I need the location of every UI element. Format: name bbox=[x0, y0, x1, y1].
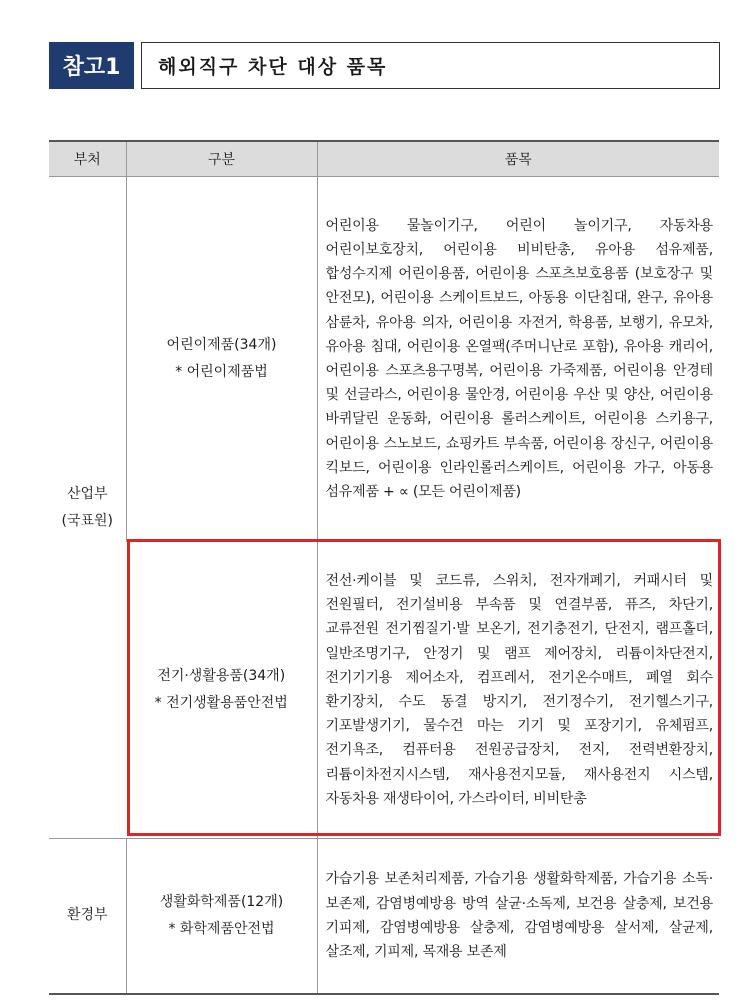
reference-badge: 참고1 bbox=[49, 42, 134, 89]
items-cell: 어린이용 물놀이기구, 어린이 놀이기구, 자동차용 어린이보호장치, 어린이용 비비탄총, 유아용 섬유제품, 합성수지제 어린이용품, 어린이용 스포츠보호용품 (보호장구 및 안전모), 어린이용 스케이트보드, 아동용 이단침대, 완구, 유아용 삼륜차, 유아용 의자, 어린이용 자전거, 학용품, 보행기, 유모차, 유아용 침대, 어린이용 온열팩(주머니난로 포함), 유아용 캐리어, 어린이용 스포츠용구명복, 어린이용 가죽제품, 어린이용 안경테 및 선글라스, 어린이용 물안경, 어린이용 우산 및 양산, 어린이용 바퀴달린 운동화, 어린이용 롤러스케이트, 어린이용 스키용구, 어린이용 스노보드, 쇼핑카트 부속품, 어린이용 장신구, 어린이용 킥보드, 어린이용 인라인롤러스케이트, 어린이용 가구, 아동용 섬유제품 + ∝ (모든 어린이제품) bbox=[317, 177, 719, 542]
blocked-items-table bbox=[49, 140, 719, 995]
category-law: * 어린이제품법 bbox=[175, 364, 268, 380]
category-cell bbox=[126, 177, 317, 542]
table-header-row bbox=[49, 141, 719, 177]
ministry-cell bbox=[49, 177, 126, 839]
category-name: 어린이제품(34개) bbox=[166, 337, 277, 353]
page-title: 해외직구 차단 대상 품목 bbox=[141, 42, 720, 89]
column-header-ministry: 부처 bbox=[49, 141, 126, 177]
table-row bbox=[49, 839, 719, 994]
category-cell bbox=[126, 839, 317, 994]
ministry-sub: (국표원) bbox=[61, 512, 113, 529]
category-name: 생활화학제품(12개) bbox=[159, 893, 284, 910]
category-law: * 전기생활용품안전법 bbox=[154, 695, 288, 711]
table-row bbox=[49, 177, 719, 542]
category-cell bbox=[126, 542, 317, 839]
column-header-items: 품목 bbox=[317, 141, 719, 177]
ministry-name: 산업부 bbox=[66, 485, 108, 502]
ministry-cell bbox=[49, 839, 126, 994]
table-row bbox=[49, 542, 719, 839]
category-name: 전기·생활용품(34개) bbox=[157, 668, 286, 684]
ministry-name: 환경부 bbox=[66, 907, 108, 924]
items-cell: 전선·케이블 및 코드류, 스위치, 전자개폐기, 커패시터 및 전원필터, 전기설비용 부속품 및 연결부품, 퓨즈, 차단기, 교류전원 전기찜질기·발 보온기, 전기충전기, 단전지, 램프홀더, 일반조명기구, 안정기 및 램프 제어장치, 리튬이차단전지, 전기기기용 제어소자, 컴프레서, 전기온수매트, 폐열 회수 환기장치, 수도 동결 방지기, 전기정수기, 전기헬스기구, 기포발생기기, 물수건 마는 기기 및 포장기기, 유체펌프, 전기욕조, 컴퓨터용 전원공급장치, 전지, 전력변환장치, 리튬이차전지시스템, 재사용전지모듈, 재사용전지 시스템, 자동차용 재생타이어, 가스라이터, 비비탄총 bbox=[317, 542, 719, 839]
items-cell: 가습기용 보존처리제품, 가습기용 생활화학제품, 가습기용 소독·보존제, 감염병예방용 방역 살균·소독제, 보건용 살충제, 보건용 기피제, 감염병예방용 살충제, 감염병예방용 살서제, 살균제, 살조제, 기피제, 목재용 보존제 bbox=[317, 839, 719, 994]
section-header bbox=[49, 42, 720, 89]
category-law: * 화학제품안전법 bbox=[168, 920, 275, 937]
column-header-category: 구분 bbox=[126, 141, 317, 177]
